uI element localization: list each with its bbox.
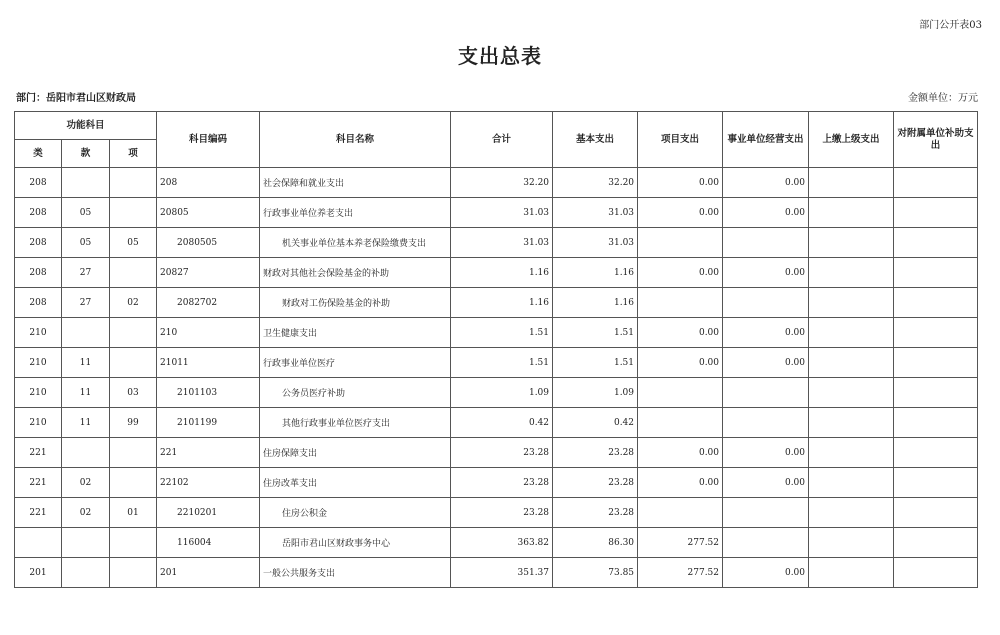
- cell-total: 351.37: [451, 558, 553, 588]
- expenditure-table: [14, 111, 978, 588]
- cell-basic: 31.03: [553, 228, 638, 258]
- cell-kuan: [62, 558, 110, 588]
- cell-project: 0.00: [638, 318, 723, 348]
- cell-subsidy: [894, 258, 978, 288]
- cell-upper: [809, 408, 894, 438]
- cell-project: 277.52: [638, 528, 723, 558]
- cell-basic: 23.28: [553, 438, 638, 468]
- table-header: [15, 112, 978, 168]
- page-title: 支出总表: [458, 44, 542, 68]
- cell-code: 201: [157, 558, 260, 588]
- header-xiang: 项: [110, 140, 157, 168]
- cell-subsidy: [894, 378, 978, 408]
- cell-project: [638, 498, 723, 528]
- cell-project: 277.52: [638, 558, 723, 588]
- cell-code: 2082702: [157, 288, 260, 318]
- header-upper: 上缴上级支出: [809, 112, 894, 168]
- cell-basic: 73.85: [553, 558, 638, 588]
- cell-xiang: 01: [110, 498, 157, 528]
- cell-xiang: [110, 528, 157, 558]
- header-code: 科目编码: [157, 112, 260, 168]
- header-project: 项目支出: [638, 112, 723, 168]
- header-name: 科目名称: [260, 112, 451, 168]
- form-number: 部门公开表03: [919, 20, 982, 31]
- cell-total: 23.28: [451, 438, 553, 468]
- table-row: [15, 378, 978, 408]
- cell-kuan: 27: [62, 258, 110, 288]
- cell-xiang: [110, 468, 157, 498]
- cell-lei: 208: [15, 228, 62, 258]
- table-row: [15, 408, 978, 438]
- cell-subsidy: [894, 528, 978, 558]
- cell-total: 363.82: [451, 528, 553, 558]
- cell-project: 0.00: [638, 468, 723, 498]
- cell-business: 0.00: [723, 318, 809, 348]
- cell-name: 财政对工伤保险基金的补助: [260, 288, 451, 318]
- cell-basic: 31.03: [553, 198, 638, 228]
- cell-project: 0.00: [638, 348, 723, 378]
- table-row: [15, 438, 978, 468]
- cell-total: 32.20: [451, 168, 553, 198]
- cell-code: 2210201: [157, 498, 260, 528]
- cell-code: 21011: [157, 348, 260, 378]
- cell-basic: 1.16: [553, 288, 638, 318]
- table-row: [15, 498, 978, 528]
- cell-name: 其他行政事业单位医疗支出: [260, 408, 451, 438]
- cell-name: 住房改革支出: [260, 468, 451, 498]
- cell-name: 社会保障和就业支出: [260, 168, 451, 198]
- cell-kuan: 27: [62, 288, 110, 318]
- cell-code: 210: [157, 318, 260, 348]
- cell-subsidy: [894, 318, 978, 348]
- cell-project: 0.00: [638, 168, 723, 198]
- table-row: [15, 318, 978, 348]
- cell-business: [723, 288, 809, 318]
- cell-project: 0.00: [638, 198, 723, 228]
- cell-kuan: 11: [62, 348, 110, 378]
- cell-lei: 221: [15, 468, 62, 498]
- cell-business: [723, 378, 809, 408]
- cell-business: [723, 528, 809, 558]
- cell-project: [638, 288, 723, 318]
- cell-total: 23.28: [451, 498, 553, 528]
- cell-subsidy: [894, 438, 978, 468]
- cell-subsidy: [894, 558, 978, 588]
- cell-code: 2080505: [157, 228, 260, 258]
- cell-xiang: 02: [110, 288, 157, 318]
- cell-lei: 210: [15, 318, 62, 348]
- cell-total: 1.09: [451, 378, 553, 408]
- cell-upper: [809, 198, 894, 228]
- cell-basic: 1.09: [553, 378, 638, 408]
- cell-basic: 1.51: [553, 318, 638, 348]
- cell-total: 1.16: [451, 258, 553, 288]
- cell-lei: 201: [15, 558, 62, 588]
- cell-kuan: 05: [62, 228, 110, 258]
- cell-upper: [809, 288, 894, 318]
- cell-lei: 221: [15, 498, 62, 528]
- table-row: [15, 168, 978, 198]
- cell-subsidy: [894, 408, 978, 438]
- cell-kuan: [62, 438, 110, 468]
- table-row: [15, 198, 978, 228]
- cell-name: 行政事业单位医疗: [260, 348, 451, 378]
- cell-business: 0.00: [723, 438, 809, 468]
- cell-business: 0.00: [723, 198, 809, 228]
- cell-xiang: [110, 168, 157, 198]
- table-row: [15, 348, 978, 378]
- header-subsidy: 对附属单位补助支出: [894, 112, 978, 168]
- cell-business: [723, 228, 809, 258]
- cell-upper: [809, 228, 894, 258]
- cell-basic: 23.28: [553, 468, 638, 498]
- cell-subsidy: [894, 198, 978, 228]
- cell-subsidy: [894, 348, 978, 378]
- cell-lei: 208: [15, 258, 62, 288]
- cell-total: 31.03: [451, 198, 553, 228]
- cell-lei: 210: [15, 378, 62, 408]
- cell-name: 住房保障支出: [260, 438, 451, 468]
- cell-basic: 0.42: [553, 408, 638, 438]
- header-basic: 基本支出: [553, 112, 638, 168]
- cell-basic: 32.20: [553, 168, 638, 198]
- cell-xiang: [110, 438, 157, 468]
- cell-basic: 1.16: [553, 258, 638, 288]
- cell-lei: 210: [15, 348, 62, 378]
- cell-xiang: 99: [110, 408, 157, 438]
- cell-total: 1.51: [451, 348, 553, 378]
- cell-lei: [15, 528, 62, 558]
- cell-upper: [809, 318, 894, 348]
- cell-name: 机关事业单位基本养老保险缴费支出: [260, 228, 451, 258]
- header-func-group: 功能科目: [15, 112, 157, 140]
- cell-kuan: [62, 168, 110, 198]
- cell-subsidy: [894, 498, 978, 528]
- header-kuan: 款: [62, 140, 110, 168]
- table-row: [15, 528, 978, 558]
- cell-total: 0.42: [451, 408, 553, 438]
- cell-lei: 221: [15, 438, 62, 468]
- cell-business: 0.00: [723, 168, 809, 198]
- cell-business: [723, 408, 809, 438]
- cell-upper: [809, 498, 894, 528]
- department-label: 部门：岳阳市君山区财政局: [16, 93, 136, 104]
- cell-code: 221: [157, 438, 260, 468]
- cell-upper: [809, 168, 894, 198]
- cell-total: 23.28: [451, 468, 553, 498]
- cell-code: 2101103: [157, 378, 260, 408]
- cell-name: 行政事业单位养老支出: [260, 198, 451, 228]
- cell-basic: 23.28: [553, 498, 638, 528]
- cell-name: 公务员医疗补助: [260, 378, 451, 408]
- cell-business: 0.00: [723, 258, 809, 288]
- cell-upper: [809, 528, 894, 558]
- cell-upper: [809, 258, 894, 288]
- cell-name: 住房公积金: [260, 498, 451, 528]
- cell-xiang: [110, 198, 157, 228]
- cell-name: 一般公共服务支出: [260, 558, 451, 588]
- cell-basic: 86.30: [553, 528, 638, 558]
- cell-lei: 208: [15, 168, 62, 198]
- cell-subsidy: [894, 168, 978, 198]
- cell-subsidy: [894, 288, 978, 318]
- cell-kuan: 11: [62, 408, 110, 438]
- cell-code: 20805: [157, 198, 260, 228]
- cell-name: 财政对其他社会保险基金的补助: [260, 258, 451, 288]
- cell-business: 0.00: [723, 348, 809, 378]
- amount-unit-label: 金额单位：万元: [908, 93, 978, 104]
- cell-total: 1.51: [451, 318, 553, 348]
- cell-business: [723, 498, 809, 528]
- cell-code: 116004: [157, 528, 260, 558]
- cell-xiang: 03: [110, 378, 157, 408]
- header-total: 合计: [451, 112, 553, 168]
- cell-kuan: 02: [62, 468, 110, 498]
- cell-xiang: [110, 258, 157, 288]
- table-row: [15, 288, 978, 318]
- cell-xiang: [110, 558, 157, 588]
- cell-kuan: [62, 318, 110, 348]
- cell-total: 31.03: [451, 228, 553, 258]
- cell-kuan: 05: [62, 198, 110, 228]
- cell-upper: [809, 558, 894, 588]
- cell-upper: [809, 468, 894, 498]
- cell-kuan: 11: [62, 378, 110, 408]
- header-business: 事业单位经营支出: [723, 112, 809, 168]
- cell-lei: 208: [15, 198, 62, 228]
- cell-project: [638, 408, 723, 438]
- cell-lei: 208: [15, 288, 62, 318]
- cell-lei: 210: [15, 408, 62, 438]
- cell-project: 0.00: [638, 438, 723, 468]
- cell-kuan: [62, 528, 110, 558]
- cell-name: 岳阳市君山区财政事务中心: [260, 528, 451, 558]
- cell-upper: [809, 378, 894, 408]
- cell-upper: [809, 438, 894, 468]
- cell-project: [638, 378, 723, 408]
- cell-kuan: 02: [62, 498, 110, 528]
- cell-code: 208: [157, 168, 260, 198]
- cell-business: 0.00: [723, 558, 809, 588]
- table-row: [15, 468, 978, 498]
- cell-upper: [809, 348, 894, 378]
- table-row: [15, 228, 978, 258]
- cell-code: 22102: [157, 468, 260, 498]
- cell-xiang: 05: [110, 228, 157, 258]
- cell-basic: 1.51: [553, 348, 638, 378]
- cell-project: 0.00: [638, 258, 723, 288]
- table-row: [15, 258, 978, 288]
- cell-business: 0.00: [723, 468, 809, 498]
- table-row: [15, 558, 978, 588]
- cell-code: 2101199: [157, 408, 260, 438]
- cell-xiang: [110, 348, 157, 378]
- cell-subsidy: [894, 228, 978, 258]
- cell-code: 20827: [157, 258, 260, 288]
- cell-project: [638, 228, 723, 258]
- cell-total: 1.16: [451, 288, 553, 318]
- cell-name: 卫生健康支出: [260, 318, 451, 348]
- cell-subsidy: [894, 468, 978, 498]
- cell-xiang: [110, 318, 157, 348]
- header-lei: 类: [15, 140, 62, 168]
